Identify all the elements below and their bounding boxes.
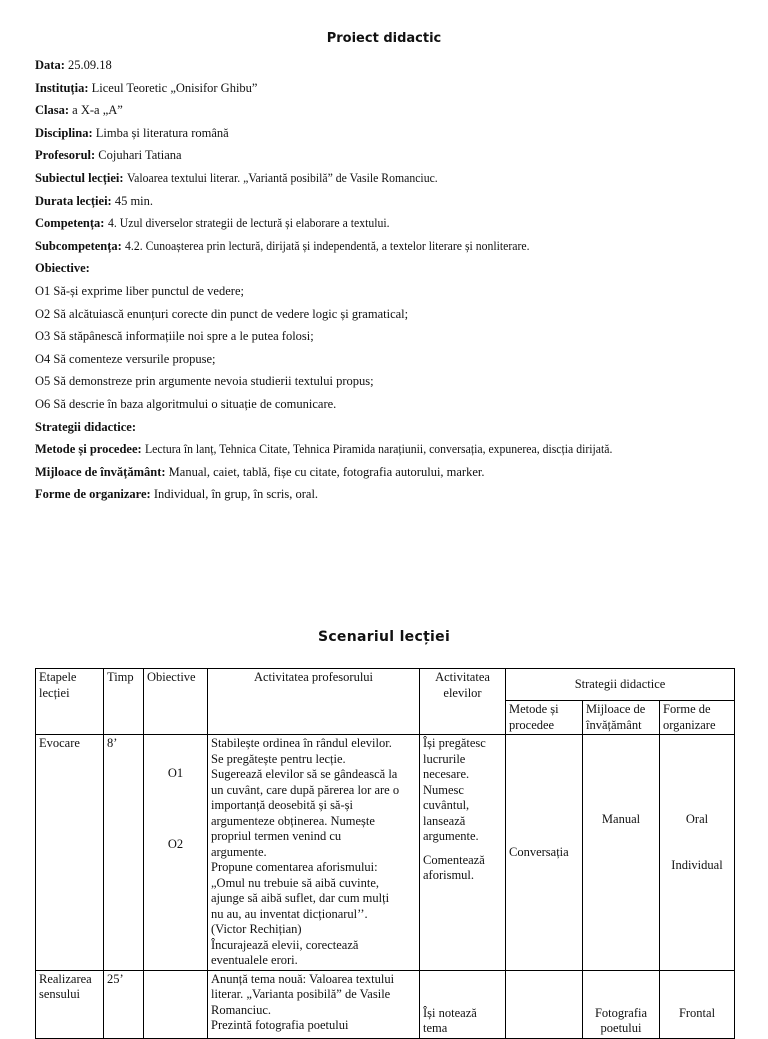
cell-text: poetului [600, 1021, 642, 1035]
cell-text: Frontal [678, 1005, 716, 1020]
objective-item: O6 Să descrie în baza algoritmului o situație de comunicare. [35, 396, 337, 411]
field-obiective [35, 257, 735, 280]
field-label: Instituția: [35, 80, 89, 95]
field-label: Obiective: [35, 261, 90, 276]
header-forme [660, 701, 735, 735]
cell-text: 25’ [107, 971, 124, 986]
cell-etapa [36, 735, 104, 971]
cell-obiective [144, 735, 208, 971]
cell-text: 8’ [107, 736, 118, 750]
field-value: 25.09.18 [67, 58, 112, 72]
field-label: Durata lecției: [35, 193, 112, 208]
field-data [35, 54, 735, 77]
cell-line: eventualele erori. [211, 953, 298, 967]
cell-metode [506, 970, 583, 1038]
cell-text: O2 [167, 836, 184, 851]
cell-text: Realizarea [39, 971, 92, 986]
scenario-title: Scenariul lecției [317, 629, 451, 645]
field-value: 45 min. [114, 193, 154, 208]
cell-line: tema [423, 1021, 448, 1035]
cell-line: Propune comentarea aforismului: [211, 860, 378, 874]
cell-etapa [36, 970, 104, 1038]
header-activitatea-elevilor [420, 669, 506, 735]
header-text: lecției [39, 685, 70, 700]
cell-line: Anunță tema nouă: Valoarea textului [211, 971, 395, 986]
cell-forme [660, 735, 735, 971]
cell-line: argumente. [423, 829, 479, 843]
cell-text: Conversația [509, 844, 569, 859]
field-label: Mijloace de învățământ: [35, 464, 166, 479]
document-title: Proiect didactic [326, 31, 442, 46]
field-value: Individual, în grup, în scris, oral. [153, 487, 319, 502]
cell-text: Manual [601, 812, 641, 826]
header-text: elevilor [443, 685, 482, 700]
cell-line: argumente. [211, 844, 267, 859]
field-value: Limba și literatura română [95, 125, 229, 140]
cell-forme [660, 970, 735, 1038]
cell-line: „Omul nu trebuie să aibă cuvinte, [211, 875, 379, 890]
cell-activitatea-elevilor [420, 735, 506, 971]
lesson-details [35, 54, 735, 506]
header-text: învățământ [586, 717, 642, 732]
cell-metode [506, 735, 583, 971]
cell-line: argumenteze obținerea. Numește [211, 813, 375, 828]
table-row [36, 970, 735, 1038]
cell-text: sensului [39, 987, 80, 1001]
cell-text: Evocare [39, 736, 80, 750]
header-strategii-didactice [506, 669, 735, 701]
header-text: Timp [107, 670, 134, 684]
field-label: Metode și procedee: [35, 442, 142, 457]
field-institutia [35, 77, 735, 100]
header-text: Activitatea profesorului [253, 670, 374, 684]
objective-item: O5 Să demonstreze prin argumente nevoia studierii textului propus; [35, 374, 374, 389]
cell-text: O1 [167, 766, 184, 780]
scenario-table [35, 668, 735, 1039]
field-mijloace [35, 461, 735, 484]
cell-line: aforismul. [423, 868, 475, 882]
field-subiectul [35, 167, 735, 190]
header-mijloace [583, 701, 660, 735]
cell-mijloace [583, 735, 660, 971]
cell-timp [104, 735, 144, 971]
field-label: Forme de organizare: [35, 487, 151, 502]
header-timp [104, 669, 144, 735]
cell-line: Prezintă fotografia poetului [211, 1018, 349, 1032]
field-value: Cojuhari Tatiana [98, 148, 182, 163]
objective-item: O4 Să comenteze versurile propuse; [35, 351, 216, 366]
header-etapele [36, 669, 104, 735]
cell-line: Numesc [423, 782, 464, 797]
objective-item: O1 Să-și exprime liber punctul de vedere; [35, 283, 244, 298]
field-label: Profesorul: [35, 148, 96, 163]
header-text: procedee [509, 717, 555, 732]
field-label: Disciplina: [35, 125, 93, 140]
header-text: Obiective [147, 670, 196, 684]
cell-obiective [144, 970, 208, 1038]
cell-line: propriul termen venind cu [211, 829, 342, 843]
cell-line: Romanciuc. [211, 1002, 272, 1017]
header-text: Etapele [39, 670, 77, 684]
header-text: organizare [663, 717, 716, 732]
cell-activitatea-profesorului [208, 735, 420, 971]
field-label: Clasa: [35, 103, 70, 118]
cell-line: Sugerează elevilor să se gândească la [211, 767, 398, 781]
field-subcompetenta [35, 235, 735, 258]
field-value: Lectura în lanț, Tehnica Citate, Tehnica Piramida narațiunii, conversația, expunerea, discția dirijată. [144, 442, 613, 457]
header-text: Activitatea [435, 670, 490, 684]
cell-line: lucrurile [423, 751, 466, 766]
header-text: Mijloace de [586, 702, 646, 716]
field-value: 4.2. Cunoașterea prin lectură, dirijată și independentă, a textelor literare și nonliterare. [124, 238, 530, 253]
cell-line: un cuvânt, care după părerea lor are o [211, 782, 400, 797]
cell-line: (Victor Rechițian) [211, 922, 302, 936]
field-forme [35, 483, 735, 506]
header-metode [506, 701, 583, 735]
cell-line: Își notează [423, 1005, 477, 1020]
cell-mijloace [583, 970, 660, 1038]
cell-line: cuvântul, [423, 798, 470, 812]
header-text: Metode și [509, 702, 559, 716]
header-obiective [144, 669, 208, 735]
field-label: Strategii didactice: [35, 419, 137, 434]
cell-activitatea-profesorului [208, 970, 420, 1038]
objective-item: O3 Să stăpânescă informațiile noi spre a le putea folosi; [35, 329, 314, 344]
field-strategii [35, 416, 735, 439]
field-clasa [35, 99, 735, 122]
field-disciplina [35, 122, 735, 145]
field-label: Subcompetența: [35, 238, 122, 253]
objective-item: O2 Să alcătuiască enunțuri corecte din punct de vedere logic și gramatical; [35, 306, 409, 321]
header-text: Forme de [663, 702, 711, 716]
field-profesorul [35, 144, 735, 167]
header-activitatea-profesorului [208, 669, 420, 735]
cell-line: literar. „Varianta posibilă” de Vasile [211, 987, 391, 1001]
cell-text: Oral [685, 812, 709, 826]
cell-line: ajunge să aibă suflet, dar cum mulți [211, 891, 390, 905]
field-value: 4. Uzul diverselor strategii de lectură și elaborare a textului. [107, 216, 390, 231]
field-value: Liceul Teoretic „Onisifor Ghibu” [91, 80, 258, 95]
field-value: a X-a „A” [72, 103, 123, 118]
field-durata [35, 190, 735, 213]
cell-text: Individual [671, 857, 723, 872]
cell-line: nu au, au inventat dicționarul’’. [211, 906, 368, 921]
cell-line: Comentează [423, 852, 485, 867]
cell-activitatea-elevilor [420, 970, 506, 1038]
cell-line: Stabilește ordinea în rândul elevilor. [211, 736, 392, 750]
cell-line: Încurajează elevii, corectează [211, 937, 359, 952]
cell-line: lansează [423, 813, 466, 828]
field-value: Manual, caiet, tablă, fișe cu citate, fotografia autorului, marker. [168, 464, 485, 479]
field-metode [35, 438, 735, 461]
cell-timp [104, 970, 144, 1038]
cell-line: Se pregătește pentru lecție. [211, 751, 346, 766]
table-header-row [36, 669, 735, 701]
cell-line: necesare. [423, 767, 470, 781]
field-label: Data: [35, 58, 65, 72]
field-label: Subiectul lecției: [35, 170, 124, 185]
header-text: Strategii didactice [574, 676, 666, 691]
cell-line: importanță deosebită și să-și [211, 798, 353, 812]
field-competenta [35, 212, 735, 235]
cell-text: Fotografia [594, 1005, 648, 1020]
field-value: Valoarea textului literar. „Variantă posibilă” de Vasile Romanciuc. [126, 170, 438, 185]
table-row [36, 735, 735, 971]
field-label: Competența: [35, 216, 105, 231]
cell-line: Își pregătesc [423, 736, 486, 750]
